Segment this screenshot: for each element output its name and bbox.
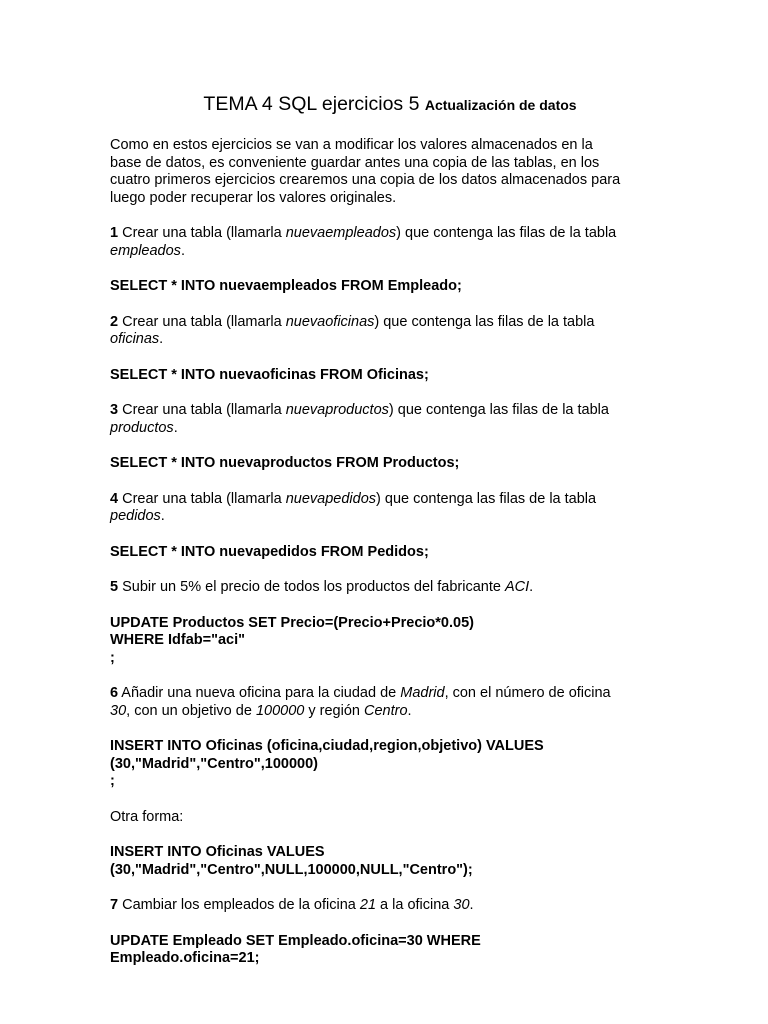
exercise-number: 7 — [110, 897, 119, 913]
statement-text: ) que contenga las filas de la tabla — [374, 313, 595, 330]
sql-line: (30,"Madrid","Centro",NULL,100000,NULL,"Centro"); — [110, 861, 473, 878]
statement-text: Crear una tabla (llamarla — [118, 225, 286, 241]
sql-line: INSERT INTO Oficinas VALUES — [110, 844, 325, 860]
statement-text: , con un objetivo de — [126, 702, 256, 719]
text-line: Otra forma: — [110, 808, 184, 825]
sql-line: SELECT * INTO nuevaoficinas FROM Oficinas; — [110, 366, 429, 383]
italic-term: nuevaoficinas — [285, 313, 375, 330]
italic-term: oficinas — [110, 331, 160, 347]
italic-term: 30 — [110, 702, 127, 719]
statement-text: . — [173, 419, 178, 436]
exercise-statement-7 — [110, 897, 662, 915]
sql-code-block — [110, 367, 662, 385]
exercise-statement-4 — [110, 491, 662, 526]
sql-line: Empleado.oficina=21; — [110, 950, 260, 966]
intro-paragraph — [110, 137, 662, 207]
text-line: base de datos, es conveniente guardar antes una copia de las tablas, en los — [110, 154, 600, 171]
sql-line: INSERT INTO Oficinas (oficina,ciudad,region,objetivo) VALUES — [110, 738, 544, 754]
italic-term: empleados — [110, 242, 181, 259]
sql-line: UPDATE Productos SET Precio=(Precio+Precio*0.05) — [110, 614, 474, 631]
italic-term: nuevaempleados — [285, 225, 397, 241]
italic-term: Madrid — [400, 685, 445, 701]
document-page — [110, 92, 662, 986]
statement-text: Crear una tabla (llamarla — [118, 402, 286, 418]
sql-line: UPDATE Empleado SET Empleado.oficina=30 WHERE — [110, 932, 481, 949]
exercise-number: 1 — [110, 225, 119, 241]
sql-line: WHERE Idfab="aci" — [110, 632, 246, 648]
sql-code-block — [110, 455, 662, 473]
statement-text: . — [180, 242, 185, 259]
statement-text: y región — [304, 702, 364, 719]
statement-text: . — [160, 508, 165, 524]
sql-code-block — [110, 738, 662, 791]
sql-line: ; — [110, 773, 115, 789]
exercise-number: 4 — [110, 490, 119, 507]
note-text — [110, 809, 662, 827]
title-subtitle: Actualización de datos — [424, 97, 577, 113]
italic-term: 100000 — [255, 702, 305, 719]
sql-code-block — [110, 544, 662, 562]
text-line: luego poder recuperar los valores originales. — [110, 189, 397, 206]
exercise-number: 3 — [110, 402, 119, 418]
statement-text: Añadir una nueva oficina para la ciudad de — [118, 685, 401, 701]
title-main: TEMA 4 SQL ejercicios 5 — [203, 93, 420, 115]
sql-code-block — [110, 278, 662, 296]
statement-text: . — [469, 897, 474, 913]
exercise-number: 5 — [110, 579, 119, 595]
statement-text: ) que contenga las filas de la tabla — [388, 402, 609, 418]
statement-text: Subir un 5% el precio de todos los productos del fabricante — [118, 579, 505, 595]
sql-code-block — [110, 615, 662, 668]
statement-text: ) que contenga las filas de la tabla — [376, 490, 597, 507]
exercise-statement-3 — [110, 402, 662, 437]
italic-term: nuevaproductos — [285, 402, 389, 418]
statement-text: a la oficina — [376, 897, 454, 913]
italic-term: productos — [110, 419, 174, 436]
sql-code-block — [110, 933, 662, 968]
exercise-statement-2 — [110, 314, 662, 349]
italic-term: Centro — [363, 702, 408, 719]
sql-line: (30,"Madrid","Centro",100000) — [110, 755, 319, 772]
sql-line: ; — [110, 649, 115, 666]
sql-line: SELECT * INTO nuevapedidos FROM Pedidos; — [110, 543, 429, 560]
italic-term: nuevapedidos — [285, 490, 377, 507]
italic-term: 21 — [359, 897, 377, 913]
sql-line: SELECT * INTO nuevaproductos FROM Productos; — [110, 455, 460, 471]
statement-text: . — [407, 702, 412, 719]
statement-text: ) que contenga las filas de la tabla — [396, 225, 617, 241]
page-title — [110, 92, 662, 117]
exercise-number: 2 — [110, 313, 119, 330]
italic-term: pedidos — [110, 508, 161, 524]
italic-term: ACI — [504, 579, 530, 595]
text-line: Como en estos ejercicios se van a modificar los valores almacenados en la — [110, 137, 593, 153]
exercise-statement-1 — [110, 225, 662, 260]
statement-text: . — [159, 331, 164, 347]
statement-text: . — [529, 579, 534, 595]
exercise-statement-6 — [110, 685, 662, 720]
statement-text: Crear una tabla (llamarla — [118, 313, 286, 330]
statement-text: Cambiar los empleados de la oficina — [118, 897, 360, 913]
italic-term: 30 — [453, 897, 470, 913]
exercise-number: 6 — [110, 685, 119, 701]
statement-text: , con el número de oficina — [444, 685, 611, 701]
text-line: cuatro primeros ejercicios crearemos una copia de los datos almacenados para — [110, 172, 621, 188]
statement-text: Crear una tabla (llamarla — [118, 490, 286, 507]
sql-code-block — [110, 844, 662, 879]
exercise-list — [110, 137, 662, 968]
sql-line: SELECT * INTO nuevaempleados FROM Empleado; — [110, 278, 462, 294]
exercise-statement-5 — [110, 579, 662, 597]
